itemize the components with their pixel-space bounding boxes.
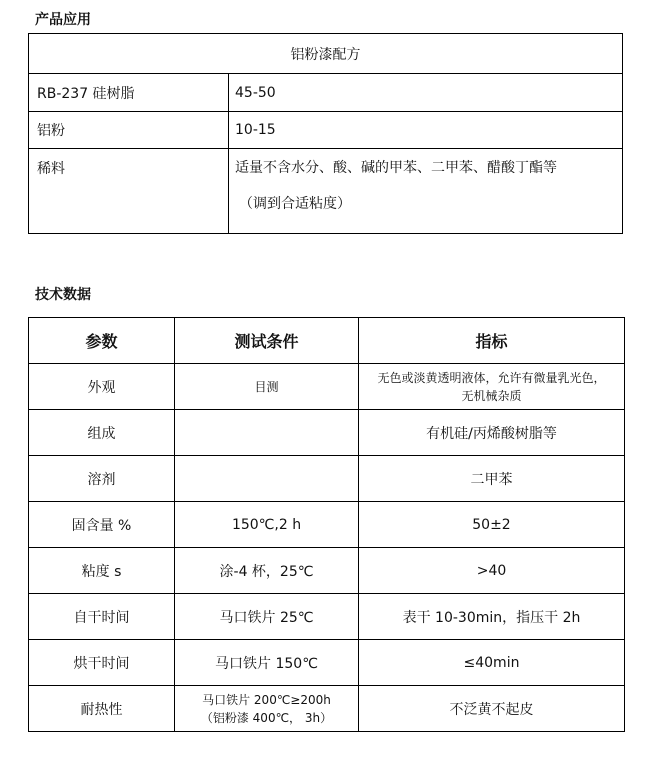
ingredient-amount — [229, 149, 623, 234]
spec-cell: 50±2 — [359, 502, 625, 548]
spec-cell: 二甲苯 — [359, 456, 625, 502]
condition-line: （铝粉漆 400℃， 3h） — [200, 710, 333, 725]
spec-line: 无机械杂质 — [461, 388, 522, 403]
formula-table-title: 铝粉漆配方 — [29, 34, 623, 74]
table-row — [29, 364, 625, 410]
spec-cell — [359, 364, 625, 410]
column-header-parameter: 参数 — [29, 318, 175, 364]
param-cell: 溶剂 — [29, 456, 175, 502]
spec-cell: 表干 10-30min，指压干 2h — [359, 594, 625, 640]
table-row — [29, 640, 625, 686]
condition-cell: 目测 — [175, 364, 359, 410]
ingredient-name: 铝粉 — [29, 112, 229, 149]
ingredient-amount: 10-15 — [229, 112, 623, 149]
spec-line: 无色或淡黄透明液体，允许有微量乳光色， — [377, 370, 606, 385]
condition-cell — [175, 686, 359, 732]
condition-cell: 涂-4 杯，25℃ — [175, 548, 359, 594]
technical-data-table — [28, 317, 625, 732]
table-row — [29, 410, 625, 456]
param-cell: 烘干时间 — [29, 640, 175, 686]
condition-cell — [175, 456, 359, 502]
table-row — [29, 686, 625, 732]
table-row — [29, 502, 625, 548]
ingredient-amount-note: （调到合适粘度） — [239, 196, 351, 212]
table-row — [29, 112, 623, 149]
column-header-condition: 测试条件 — [175, 318, 359, 364]
table-row — [29, 34, 623, 74]
table-row — [29, 74, 623, 112]
condition-cell: 马口铁片 25℃ — [175, 594, 359, 640]
table-row — [29, 456, 625, 502]
formula-table — [28, 33, 623, 234]
section-heading-application: 产品应用 — [35, 12, 91, 28]
param-cell: 耐热性 — [29, 686, 175, 732]
ingredient-amount-line: 适量不含水分、酸、碱的甲苯、二甲苯、醋酸丁酯等 — [235, 160, 557, 176]
ingredient-amount: 45-50 — [229, 74, 623, 112]
spec-cell: 有机硅/丙烯酸树脂等 — [359, 410, 625, 456]
condition-line: 马口铁片 200℃≥200h — [202, 692, 331, 707]
param-cell: 组成 — [29, 410, 175, 456]
condition-cell: 150℃,2 h — [175, 502, 359, 548]
table-row — [29, 548, 625, 594]
spec-cell: ≤40min — [359, 640, 625, 686]
spec-cell: >40 — [359, 548, 625, 594]
param-cell: 固含量 % — [29, 502, 175, 548]
table-row — [29, 594, 625, 640]
condition-cell: 马口铁片 150℃ — [175, 640, 359, 686]
spec-cell: 不泛黄不起皮 — [359, 686, 625, 732]
param-cell: 外观 — [29, 364, 175, 410]
param-cell: 自干时间 — [29, 594, 175, 640]
ingredient-name: 稀料 — [29, 149, 229, 234]
param-cell: 粘度 s — [29, 548, 175, 594]
column-header-spec: 指标 — [359, 318, 625, 364]
ingredient-name: RB-237 硅树脂 — [29, 74, 229, 112]
table-header-row — [29, 318, 625, 364]
section-heading-technical-data: 技术数据 — [35, 287, 91, 303]
table-row — [29, 149, 623, 234]
condition-cell — [175, 410, 359, 456]
